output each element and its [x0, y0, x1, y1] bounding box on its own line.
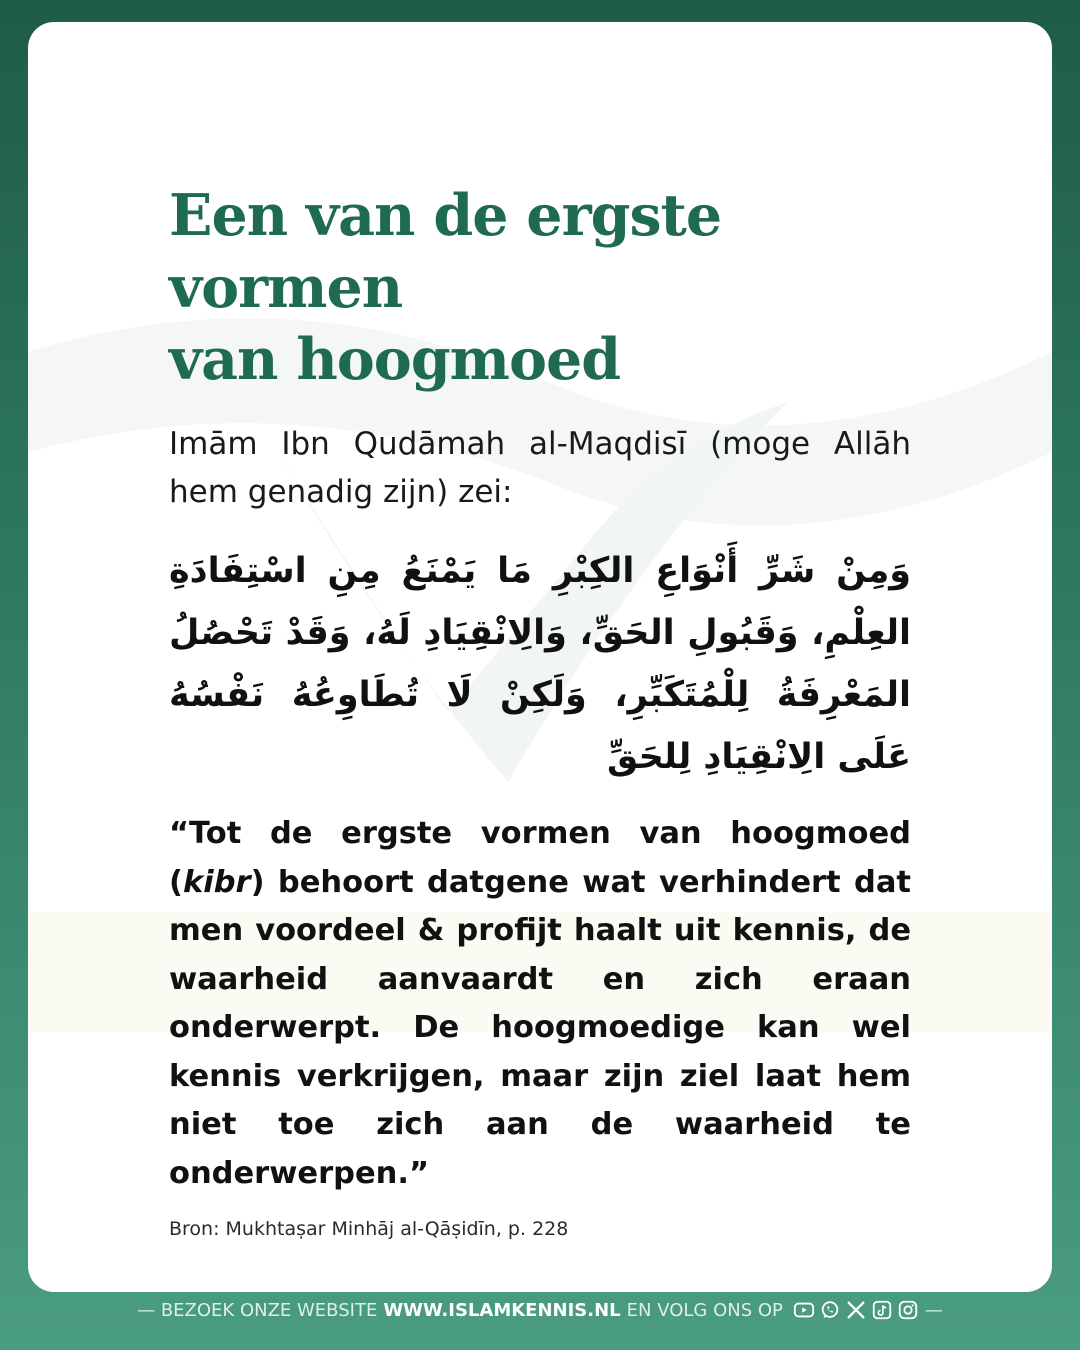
source-citation: Bron: Mukhtaṣar Minhāj al-Qāṣidīn, p. 228 — [169, 1218, 569, 1240]
quote-term: kibr — [182, 864, 251, 900]
page-title — [169, 180, 911, 396]
main-content — [169, 180, 911, 1240]
footer-bar — [0, 1292, 1080, 1328]
website-link[interactable]: WWW.ISLAMKENNIS.NL — [383, 1299, 621, 1321]
dutch-translation — [169, 810, 911, 1198]
quote-part-2: ) behoort datgene wat verhindert dat men voordeel & profijt haalt uit kennis, de waarheid aanvaardt en zich eraan onderwerpt. De hoogmoedige kan wel kennis verkrijgen, maar zijn ziel laat hem niet toe zich aan de waarheid te onderwerpen.” — [169, 864, 911, 1191]
tiktok-icon[interactable] — [871, 1299, 893, 1321]
arabic-quote: وَمِنْ شَرِّ أَنْوَاعِ الكِبْرِ مَا يَمْنَعُ مِنِ اسْتِفَادَةِ العِلْمِ، وَقَبُولِ الحَقِّ، وَالِانْقِيَادِ لَهُ، وَقَدْ تَحْصُلُ المَعْرِفَةُ لِلْمُتَكَبِّرِ، وَلَكِنْ لَا تُطَاوِعُهُ نَفْسُهُ عَلَى الِانْقِيَادِ لِلحَقِّ — [169, 551, 911, 777]
instagram-icon[interactable] — [897, 1299, 919, 1321]
intro-text: Imām Ibn Qudāmah al-Maqdisī (moge Allāh hem genadig zijn) zei: — [169, 426, 911, 510]
footer-prefix: — BEZOEK ONZE WEBSITE — [137, 1299, 378, 1321]
quote-part-1: “Tot de ergste vormen van hoogmoed ( — [169, 816, 911, 900]
whatsapp-icon[interactable] — [819, 1299, 841, 1321]
content-card — [28, 22, 1052, 1292]
footer-follow-text: EN VOLG ONS OP — [626, 1299, 783, 1321]
footer-suffix: — — [924, 1299, 943, 1321]
title-line-2: van hoogmoed — [169, 326, 621, 393]
social-icons — [793, 1299, 919, 1321]
x-icon[interactable] — [845, 1299, 867, 1321]
youtube-icon[interactable] — [793, 1299, 815, 1321]
title-line-1: Een van de ergste vormen — [169, 182, 722, 321]
